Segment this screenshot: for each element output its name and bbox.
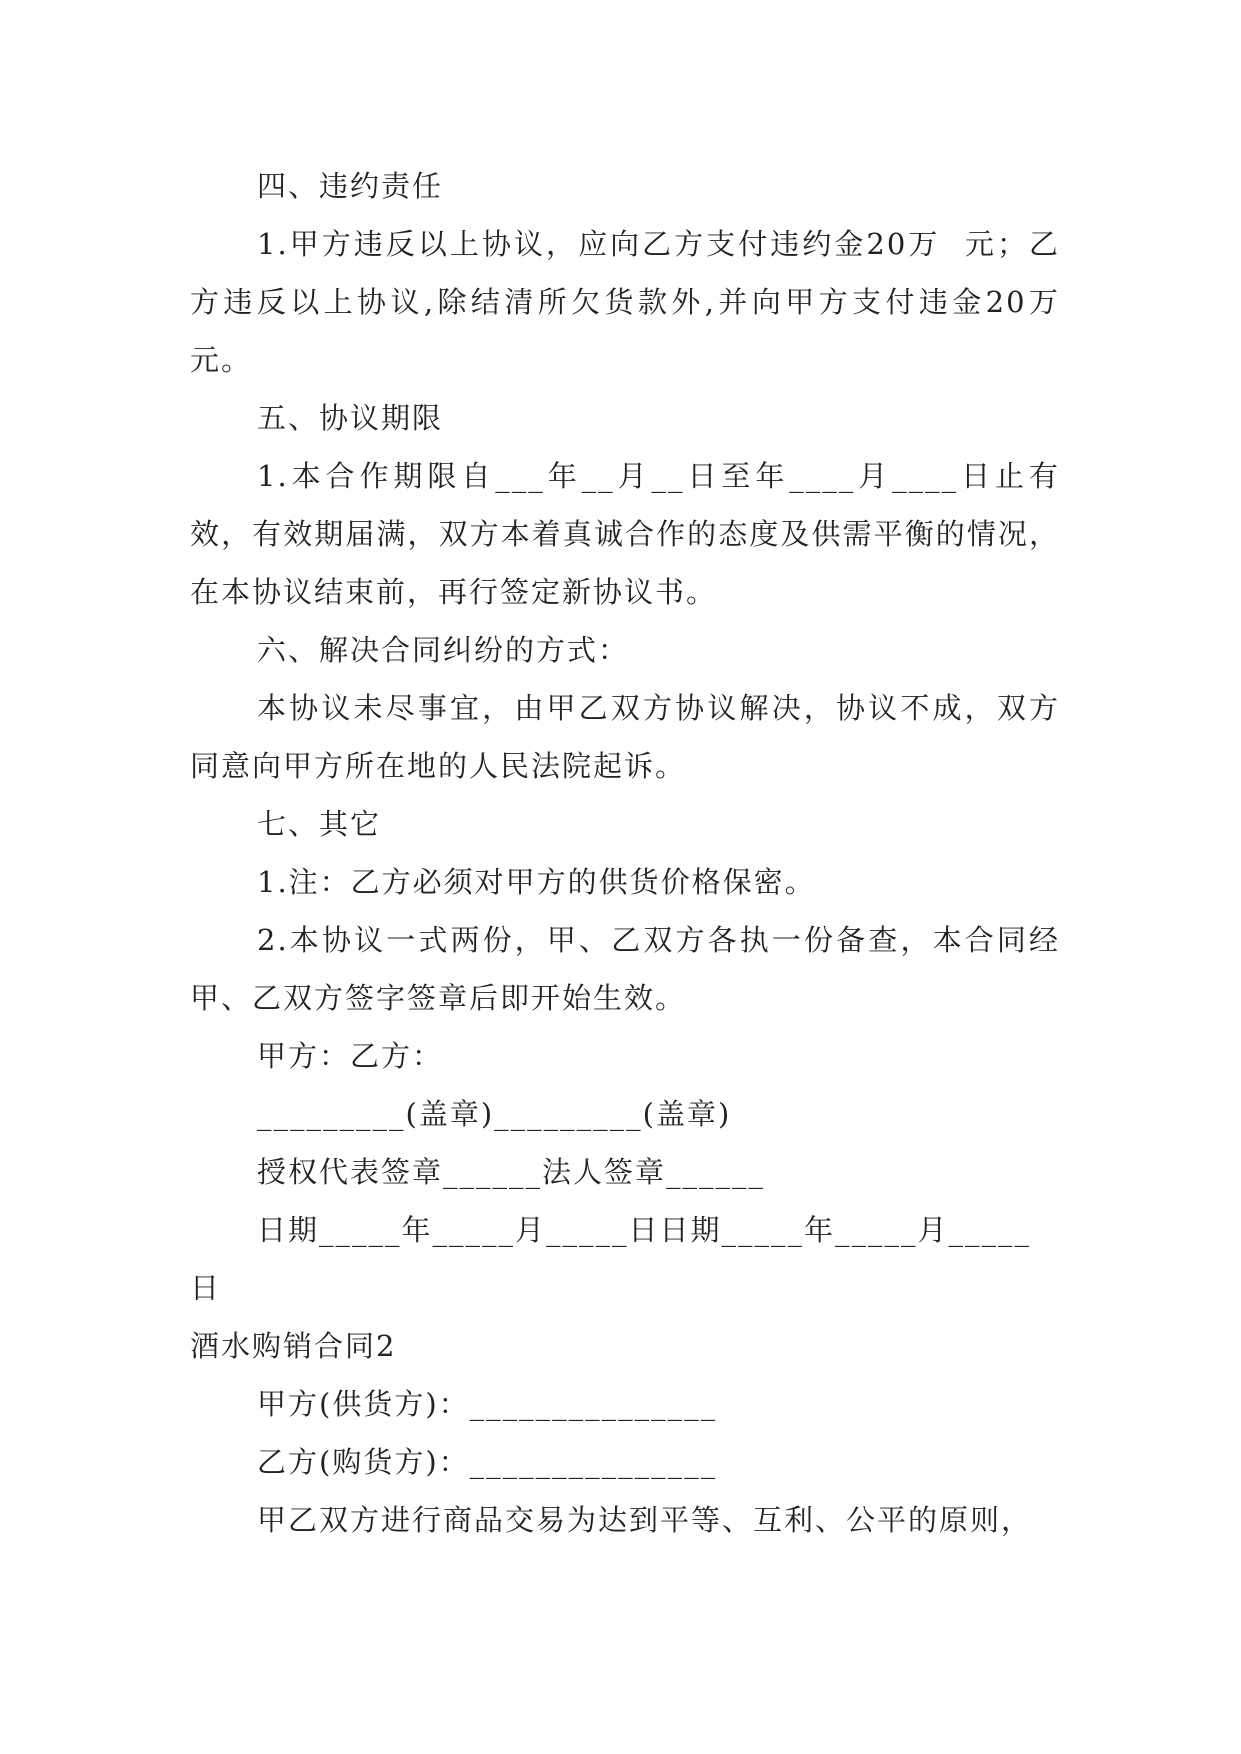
signature-parties: 甲方：乙方：: [257, 1039, 444, 1073]
section-4-item-1: 1.甲方违反以上协议，应向乙方支付违约金20万 元；乙方违反以上协议,除结清所欠货款外,并向甲方支付违金20万 元。: [190, 227, 1083, 377]
section-5-heading: 五、协议期限: [257, 401, 444, 435]
section-6-heading: 六、解决合同纠纷的方式：: [257, 633, 630, 667]
signature-seal-line: _________(盖章)_________(盖章): [257, 1097, 732, 1131]
document-body: [190, 157, 1083, 1549]
section-7-item-1: 1.注：乙方必须对甲方的供货价格保密。: [257, 865, 816, 899]
signature-date-line: 日期_____年_____月_____日日期_____年_____月_____日: [190, 1213, 1032, 1305]
contract-2-party-a: 甲方(供货方)：_______________: [257, 1387, 718, 1421]
contract-2-party-b: 乙方(购货方)：_______________: [257, 1445, 718, 1479]
signature-representative-line: 授权代表签章______法人签章______: [257, 1155, 766, 1189]
contract-2-intro: 甲乙双方进行商品交易为达到平等、互利、公平的原则，: [257, 1503, 1033, 1537]
contract-2-title: 酒水购销合同2: [190, 1329, 397, 1363]
section-5-item-1: 1.本合作期限自___年__月__日至年____月____日止有效，有效期届满，双方本着真诚合作的态度及供需平衡的情况，在本协议结束前，再行签定新协议书。: [190, 459, 1060, 609]
section-7-heading: 七、其它: [257, 807, 382, 841]
section-7-item-2: 2.本协议一式两份，甲、乙双方各执一份备查，本合同经甲、乙双方签字签章后即开始生效。: [190, 923, 1060, 1015]
section-4-heading: 四、违约责任: [257, 169, 444, 203]
section-6-body: 本协议未尽事宜，由甲乙双方协议解决，协议不成，双方同意向甲方所在地的人民法院起诉。: [190, 691, 1060, 783]
